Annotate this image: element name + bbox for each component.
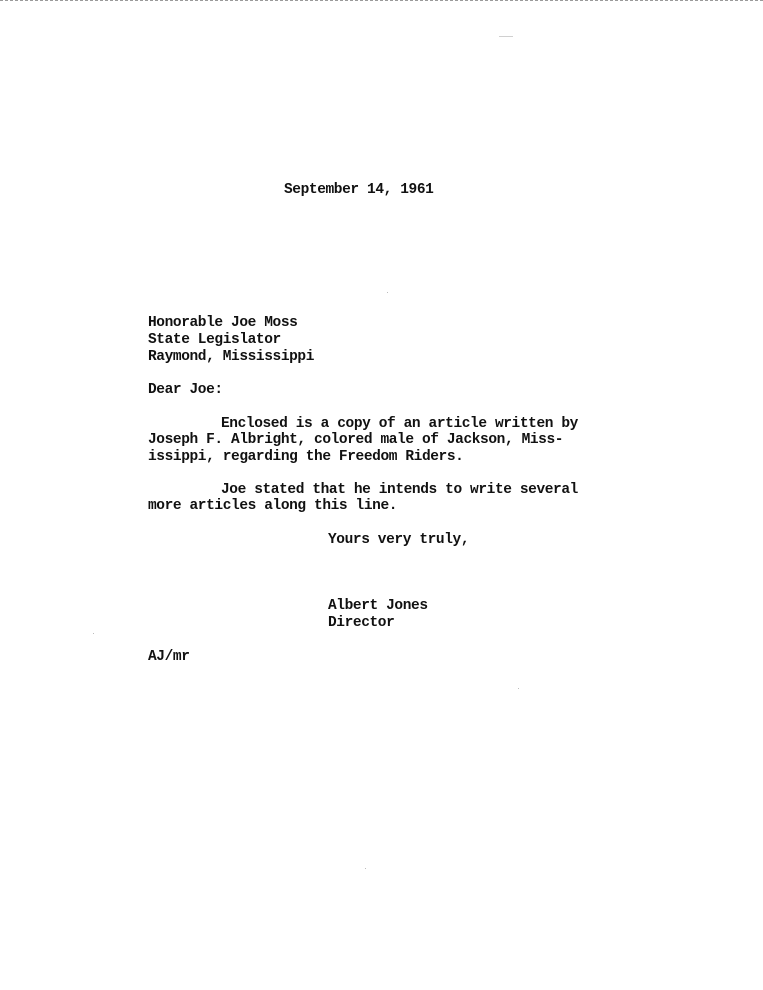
- recipient-title: State Legislator: [148, 332, 281, 348]
- paragraph-1-line-2: Joseph F. Albright, colored male of Jackson, Miss-: [148, 432, 564, 448]
- signer-name: Albert Jones: [328, 598, 428, 614]
- signer-title: Director: [328, 615, 395, 631]
- paragraph-1-line-1: Enclosed is a copy of an article written by: [221, 416, 578, 432]
- scan-speck: [499, 36, 513, 37]
- reference-initials: AJ/mr: [148, 649, 190, 665]
- page-top-edge: [0, 0, 763, 1]
- scan-speck: [387, 292, 388, 293]
- complimentary-closing: Yours very truly,: [328, 532, 470, 548]
- letter-date: September 14, 1961: [284, 182, 434, 198]
- scan-speck: [365, 868, 366, 869]
- paragraph-2-line-1: Joe stated that he intends to write several: [221, 482, 578, 498]
- scan-speck: [518, 688, 519, 689]
- paragraph-2-line-2: more articles along this line.: [148, 498, 398, 514]
- paragraph-1-line-3: issippi, regarding the Freedom Riders.: [148, 449, 464, 465]
- salutation: Dear Joe:: [148, 382, 223, 398]
- recipient-location: Raymond, Mississippi: [148, 349, 315, 365]
- recipient-name: Honorable Joe Moss: [148, 315, 298, 331]
- scan-speck: [93, 633, 94, 634]
